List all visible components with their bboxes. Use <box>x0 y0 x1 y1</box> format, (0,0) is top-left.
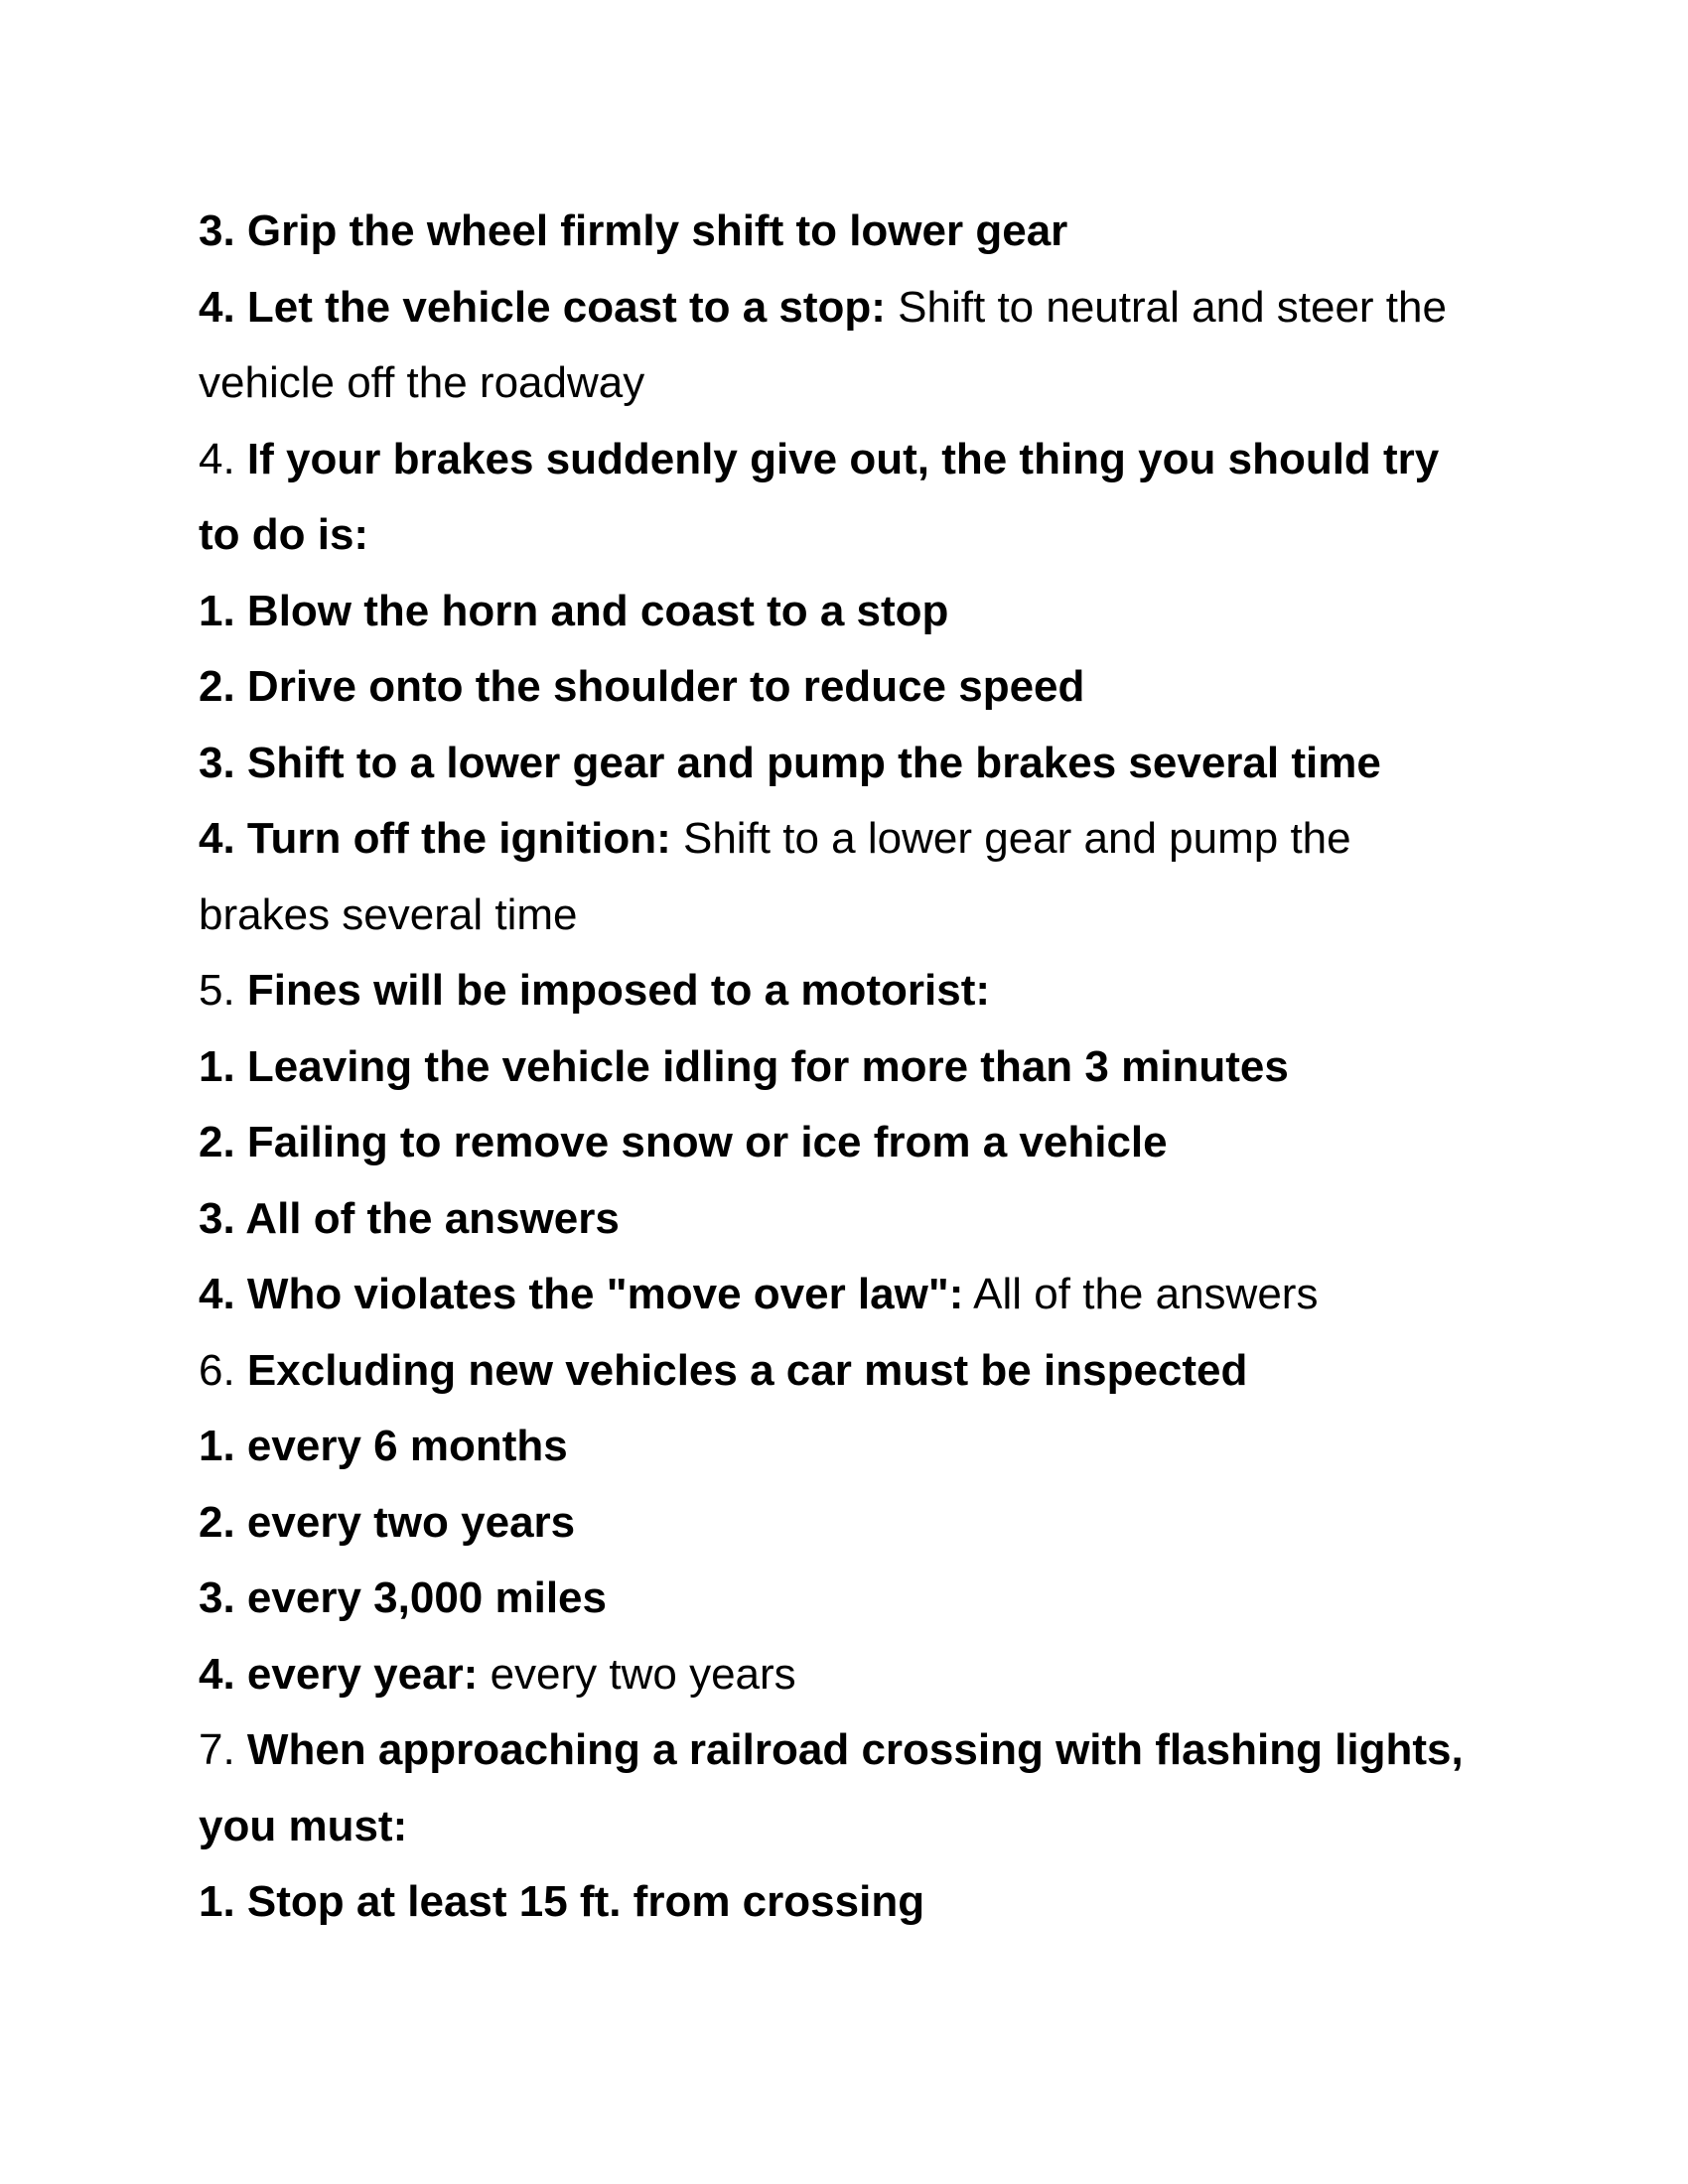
option-2 <box>199 1105 1509 1181</box>
question-text: to do is: <box>199 510 369 559</box>
option-2 <box>199 649 1509 726</box>
line-bold-text: 3. Grip the wheel firmly shift to lower gear <box>199 206 1068 255</box>
question-7-continuation <box>199 1789 1509 1865</box>
answer-3-grip-wheel <box>199 194 1509 270</box>
question-4-continuation <box>199 497 1509 574</box>
option-text: 3. every 3,000 miles <box>199 1573 607 1622</box>
option-1 <box>199 574 1509 650</box>
answer-text-continuation <box>199 878 1509 954</box>
option-text: 4. every year: <box>199 1649 479 1699</box>
option-text: 2. Drive onto the shoulder to reduce speed <box>199 662 1085 711</box>
answer-text: All of the answers <box>963 1270 1319 1318</box>
option-text: 1. Stop at least 15 ft. from crossing <box>199 1877 925 1926</box>
option-4-with-answer <box>199 1637 1509 1713</box>
option-1 <box>199 1409 1509 1485</box>
option-text: 1. Blow the horn and coast to a stop <box>199 586 949 635</box>
option-text: 3. Shift to a lower gear and pump the brakes several time <box>199 738 1381 787</box>
option-text: 2. every two years <box>199 1497 576 1547</box>
answer-text: Shift to a lower gear and pump the <box>670 814 1351 863</box>
option-text: 1. Leaving the vehicle idling for more than 3 minutes <box>199 1041 1289 1091</box>
answer-4-coast-to-stop <box>199 270 1509 346</box>
question-number: 7. <box>199 1725 247 1774</box>
option-1 <box>199 1864 1509 1941</box>
question-6 <box>199 1333 1509 1410</box>
answer-text: brakes several time <box>199 889 578 939</box>
question-number: 6. <box>199 1345 247 1395</box>
option-text: 2. Failing to remove snow or ice from a vehicle <box>199 1118 1168 1166</box>
line-bold-text: 4. Let the vehicle coast to a stop: <box>199 282 886 332</box>
option-text: 4. Turn off the ignition: <box>199 814 671 863</box>
option-text: 1. every 6 months <box>199 1422 568 1470</box>
answer-text: Shift to neutral and steer the <box>885 282 1447 332</box>
option-2 <box>199 1485 1509 1562</box>
option-3 <box>199 1561 1509 1637</box>
answer-text-continuation <box>199 345 1509 422</box>
answer-text: every two years <box>478 1649 796 1699</box>
option-3 <box>199 726 1509 802</box>
question-text: Excluding new vehicles a car must be inspected <box>246 1345 1248 1395</box>
option-1 <box>199 1029 1509 1106</box>
question-5 <box>199 953 1509 1029</box>
question-text: Fines will be imposed to a motorist: <box>246 966 991 1015</box>
question-text: When approaching a railroad crossing with flashing lights, <box>246 1725 1464 1774</box>
question-text: If your brakes suddenly give out, the thing you should try <box>246 434 1440 483</box>
question-number: 5. <box>199 966 247 1015</box>
option-3 <box>199 1181 1509 1258</box>
answer-text: vehicle off the roadway <box>199 358 645 407</box>
document-page <box>199 194 1509 1941</box>
question-4 <box>199 422 1509 498</box>
option-4-with-answer <box>199 1257 1509 1333</box>
option-4-with-answer <box>199 801 1509 878</box>
question-text: you must: <box>199 1801 408 1850</box>
option-text: 4. Who violates the "move over law": <box>199 1270 964 1318</box>
question-number: 4. <box>199 434 247 483</box>
question-7 <box>199 1712 1509 1789</box>
option-text: 3. All of the answers <box>199 1193 620 1243</box>
